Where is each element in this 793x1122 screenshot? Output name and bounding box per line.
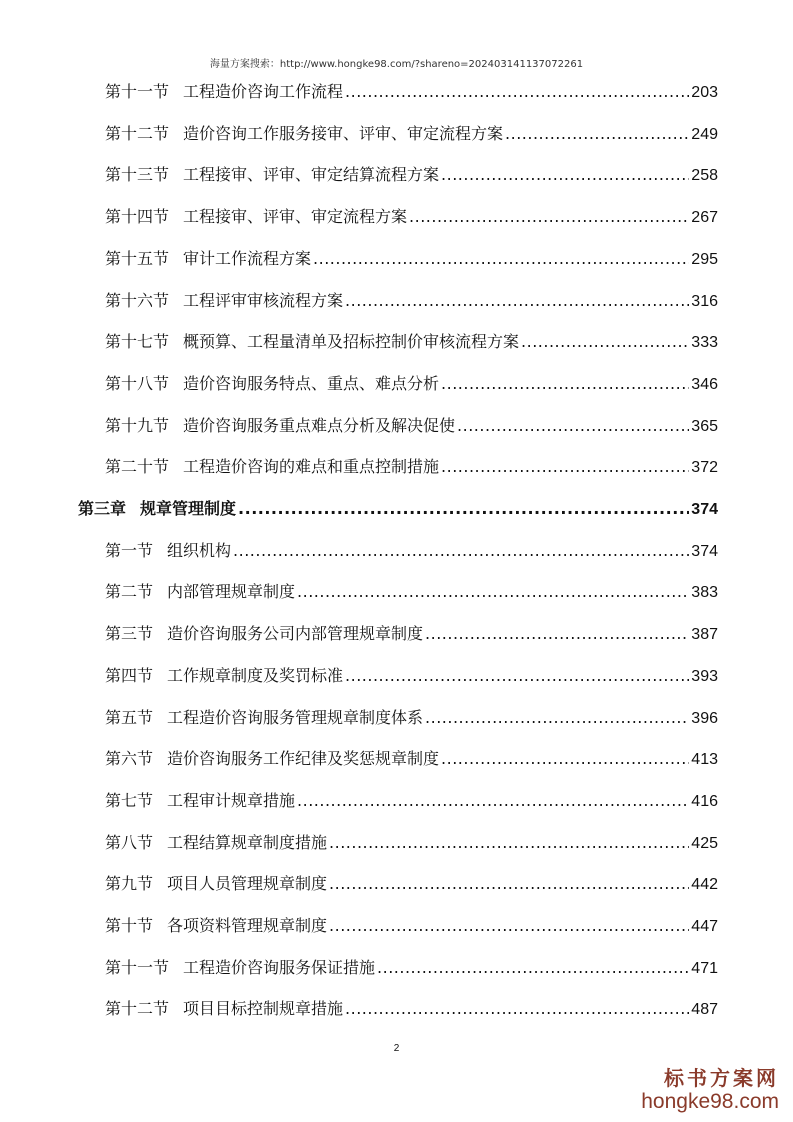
toc-entry-number: 第二十节	[105, 457, 170, 476]
toc-leader-dots	[409, 202, 689, 232]
toc-entry-page: 267	[691, 209, 718, 226]
toc-entry-title: 工程造价咨询工作流程	[183, 82, 344, 101]
toc-entry-label	[105, 994, 343, 1024]
toc-leader-dots	[521, 327, 689, 357]
toc-entry-number: 第十五节	[105, 249, 170, 268]
toc-entry-page: 203	[691, 84, 718, 101]
toc-entry-number: 第九节	[105, 874, 154, 893]
toc-section-row[interactable]	[105, 953, 718, 983]
toc-section-row[interactable]	[105, 661, 718, 691]
toc-leader-dots	[345, 286, 689, 316]
toc-entry-title: 各项资料管理规章制度	[167, 916, 328, 935]
toc-section-row[interactable]	[105, 703, 718, 733]
toc-entry-page: 295	[691, 251, 718, 268]
toc-entry-number: 第十节	[105, 916, 154, 935]
toc-entry-number: 第一节	[105, 541, 154, 560]
toc-leader-dots	[329, 828, 689, 858]
toc-entry-number: 第五节	[105, 708, 154, 727]
toc-entry-title: 工程造价咨询服务保证措施	[183, 958, 376, 977]
toc-entry-number: 第十四节	[105, 207, 170, 226]
toc-entry-number: 第十一节	[105, 82, 170, 101]
toc-section-row[interactable]	[105, 994, 718, 1024]
toc-entry-title: 造价咨询服务重点难点分析及解决促使	[183, 416, 456, 435]
toc-entry-number: 第三章	[78, 499, 127, 518]
toc-entry-title: 概预算、工程量清单及招标控制价审核流程方案	[183, 332, 520, 351]
watermark-brand: 标书方案网	[664, 1066, 779, 1090]
toc-leader-dots	[425, 703, 689, 733]
toc-entry-number: 第三节	[105, 624, 154, 643]
toc-entry-label	[105, 327, 519, 357]
toc-entry-title: 造价咨询服务工作纪律及奖惩规章制度	[167, 749, 440, 768]
toc-entry-label	[105, 619, 423, 649]
toc-entry-title: 造价咨询服务特点、重点、难点分析	[183, 374, 440, 393]
toc-leader-dots	[457, 411, 689, 441]
toc-entry-number: 第十二节	[105, 124, 170, 143]
toc-leader-dots	[441, 160, 689, 190]
toc-entry-title: 工程造价咨询的难点和重点控制措施	[183, 457, 440, 476]
toc-entry-number: 第四节	[105, 666, 154, 685]
toc-entry-title: 工程造价咨询服务管理规章制度体系	[167, 708, 424, 727]
toc-entry-number: 第十一节	[105, 958, 170, 977]
toc-entry-page: 258	[691, 167, 718, 184]
toc-entry-label	[105, 369, 439, 399]
toc-entry-title: 项目目标控制规章措施	[183, 999, 344, 1018]
toc-section-row[interactable]	[105, 619, 718, 649]
toc-entry-label	[105, 202, 407, 232]
toc-entry-number: 第六节	[105, 749, 154, 768]
toc-leader-dots	[297, 577, 689, 607]
toc-section-row[interactable]	[105, 411, 718, 441]
toc-entry-number: 第七节	[105, 791, 154, 810]
toc-section-row[interactable]	[105, 327, 718, 357]
toc-section-row[interactable]	[105, 786, 718, 816]
toc-leader-dots	[297, 786, 689, 816]
toc-entry-page: 487	[691, 1001, 718, 1018]
watermark-logo	[641, 1066, 779, 1114]
toc-chapter-row[interactable]	[78, 494, 718, 524]
toc-entry-page: 333	[691, 334, 718, 351]
toc-entry-page: 316	[691, 293, 718, 310]
toc-section-row[interactable]	[105, 744, 718, 774]
toc-section-row[interactable]	[105, 286, 718, 316]
toc-entry-label	[105, 953, 375, 983]
toc-entry-number: 第十九节	[105, 416, 170, 435]
toc-entry-label	[105, 536, 231, 566]
toc-leader-dots	[377, 953, 689, 983]
toc-section-row[interactable]	[105, 119, 718, 149]
toc-entry-label	[78, 494, 236, 524]
toc-section-row[interactable]	[105, 202, 718, 232]
toc-entry-label	[105, 661, 343, 691]
toc-entry-label	[105, 286, 343, 316]
toc-section-row[interactable]	[105, 244, 718, 274]
toc-section-row[interactable]	[105, 828, 718, 858]
toc-entry-label	[105, 244, 311, 274]
toc-leader-dots	[233, 536, 689, 566]
toc-entry-number: 第二节	[105, 582, 154, 601]
toc-entry-page: 374	[691, 543, 718, 560]
toc-leader-dots	[238, 494, 689, 524]
toc-section-row[interactable]	[105, 536, 718, 566]
toc-entry-label	[105, 160, 439, 190]
toc-leader-dots	[505, 119, 689, 149]
toc-entry-page: 387	[691, 626, 718, 643]
toc-leader-dots	[313, 244, 689, 274]
toc-leader-dots	[345, 994, 689, 1024]
toc-entry-page: 365	[691, 418, 718, 435]
toc-entry-page: 471	[691, 960, 718, 977]
toc-entry-label	[105, 744, 439, 774]
toc-entry-number: 第八节	[105, 833, 154, 852]
toc-entry-title: 工作规章制度及奖罚标准	[167, 666, 344, 685]
toc-entry-label	[105, 77, 343, 107]
toc-section-row[interactable]	[105, 452, 718, 482]
toc-entry-page: 249	[691, 126, 718, 143]
toc-entry-title: 工程接审、评审、审定流程方案	[183, 207, 408, 226]
toc-section-row[interactable]	[105, 869, 718, 899]
toc-entry-label	[105, 911, 327, 941]
toc-leader-dots	[441, 369, 689, 399]
toc-section-row[interactable]	[105, 577, 718, 607]
toc-entry-title: 规章管理制度	[140, 499, 237, 518]
toc-entry-page: 393	[691, 668, 718, 685]
toc-entry-page: 346	[691, 376, 718, 393]
toc-entry-page: 442	[691, 876, 718, 893]
toc-entry-label	[105, 577, 295, 607]
toc-leader-dots	[345, 661, 689, 691]
toc-entry-number: 第十六节	[105, 291, 170, 310]
toc-entry-number: 第十七节	[105, 332, 170, 351]
toc-entry-number: 第十八节	[105, 374, 170, 393]
toc-leader-dots	[441, 744, 689, 774]
toc-entry-label	[105, 411, 455, 441]
toc-entry-label	[105, 869, 327, 899]
header-note: 海量方案搜索：http://www.hongke98.com/?shareno=20240314113707226​1	[209, 59, 584, 70]
toc-leader-dots	[329, 869, 689, 899]
toc-section-row[interactable]	[105, 369, 718, 399]
toc-entry-number: 第十三节	[105, 165, 170, 184]
toc-entry-page: 416	[691, 793, 718, 810]
toc-leader-dots	[441, 452, 689, 482]
toc-entry-title: 组织机构	[167, 541, 232, 560]
toc-entry-title: 工程接审、评审、审定结算流程方案	[183, 165, 440, 184]
toc-section-row[interactable]	[105, 911, 718, 941]
toc-leader-dots	[345, 77, 689, 107]
toc-entry-title: 内部管理规章制度	[167, 582, 296, 601]
toc-entry-title: 审计工作流程方案	[183, 249, 312, 268]
toc-entry-page: 372	[691, 459, 718, 476]
toc-leader-dots	[425, 619, 689, 649]
toc-entry-title: 造价咨询服务公司内部管理规章制度	[167, 624, 424, 643]
watermark-url: hongke98.com	[641, 1090, 779, 1113]
toc-section-row[interactable]	[105, 160, 718, 190]
toc-entry-title: 项目人员管理规章制度	[167, 874, 328, 893]
toc-entry-title: 工程评审审核流程方案	[183, 291, 344, 310]
toc-entry-label	[105, 828, 327, 858]
toc-entry-page: 425	[691, 835, 718, 852]
toc-entry-label	[105, 452, 439, 482]
toc-entry-page: 413	[691, 751, 718, 768]
toc-entry-label	[105, 119, 503, 149]
toc-section-row[interactable]	[105, 77, 718, 107]
toc-entry-page: 447	[691, 918, 718, 935]
toc-leader-dots	[329, 911, 689, 941]
toc-entry-page: 383	[691, 584, 718, 601]
page-number: 2	[393, 1043, 400, 1054]
toc-entry-page: 374	[691, 501, 718, 518]
toc-entry-title: 造价咨询工作服务接审、评审、审定流程方案	[183, 124, 504, 143]
toc-entry-label	[105, 703, 423, 733]
toc-entry-title: 工程结算规章制度措施	[167, 833, 328, 852]
toc-entry-number: 第十二节	[105, 999, 170, 1018]
toc-entry-title: 工程审计规章措施	[167, 791, 296, 810]
toc-entry-label	[105, 786, 295, 816]
toc-entry-page: 396	[691, 710, 718, 727]
